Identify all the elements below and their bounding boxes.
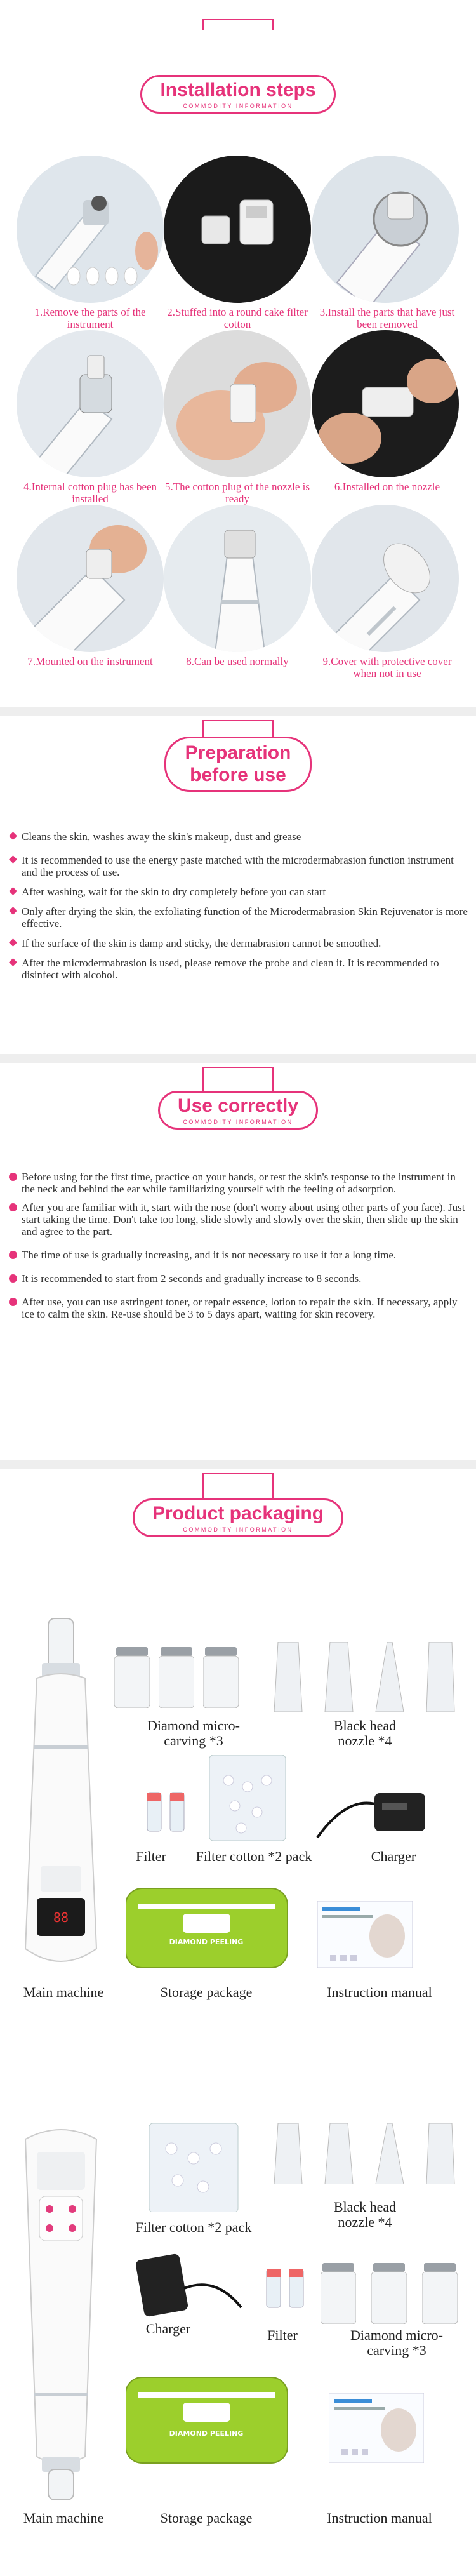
title-connector <box>202 1473 204 1500</box>
step-caption-4: 4.Internal cotton plug has been installed <box>23 481 157 505</box>
list-item-text: It is recommended to use the energy paste matched with the microdermabrasion function instrument and the process of use. <box>22 854 454 878</box>
section-title-line2: before use <box>190 764 286 785</box>
nozzle <box>425 1642 456 1712</box>
diamond-heads-2 <box>321 2263 466 2326</box>
charger-image-2 <box>127 2250 248 2320</box>
label-charger-2: Charger <box>145 2321 191 2337</box>
list-item <box>8 957 468 981</box>
label-storage: Storage package <box>160 1984 253 2000</box>
diamond-head <box>159 1647 194 1708</box>
step-image-2 <box>164 156 311 303</box>
list-item-text: Before using for the first time, practice on your hands, or test the skin's response to the instrument in the neck and behind the ear while familiarizing yourself with the feeling of adsorption. <box>22 1171 456 1195</box>
storage-bag-image-2 <box>126 2365 288 2466</box>
section-title: Installation steps <box>160 79 316 100</box>
nozzle <box>273 1642 303 1712</box>
label-filter-cotton: Filter cotton *2 pack <box>195 1848 312 1864</box>
list-item-text: After the microdermabrasion is used, please remove the probe and clean it. It is recommended to disinfect with alcohol. <box>22 957 439 981</box>
bullet-diamond-icon <box>9 938 17 947</box>
nozzle <box>374 1642 405 1712</box>
title-wrap <box>0 75 476 114</box>
list-item <box>8 1171 468 1195</box>
main-machine-image <box>11 1618 110 1974</box>
manual-image <box>317 1901 413 1968</box>
filter-image-2 <box>260 2263 311 2314</box>
bag-brand-2: DIAMOND PEELING <box>169 2429 244 2438</box>
step-image-1 <box>17 156 164 303</box>
section-divider <box>0 1460 476 1469</box>
list-item <box>8 1249 468 1261</box>
step-caption-8: 8.Can be used normally <box>186 655 289 667</box>
list-item <box>8 1272 468 1285</box>
label-filter: Filter <box>136 1848 166 1864</box>
title-connector <box>202 19 204 30</box>
diamond-head <box>371 2263 407 2324</box>
label-filter-cotton-2: Filter cotton *2 pack <box>135 2219 252 2235</box>
title-connector <box>272 19 274 30</box>
label-diamond: Diamond micro-carving *3 <box>147 1718 241 1749</box>
nozzle <box>324 2123 354 2184</box>
title-wrap <box>0 737 476 792</box>
title-connector <box>272 720 274 738</box>
title-line <box>202 720 274 721</box>
step-image-5 <box>164 330 311 477</box>
nozzle <box>374 2123 405 2184</box>
step-caption-1: 1.Remove the parts of the instrument <box>34 306 146 330</box>
charger-image <box>311 1780 432 1844</box>
label-manual-2: Instruction manual <box>327 2510 432 2526</box>
label-blackhead: Black head nozzle *4 <box>333 1718 397 1749</box>
title-connector <box>202 1067 204 1092</box>
list-item <box>8 854 468 878</box>
list-item <box>8 831 468 843</box>
list-item-text: It is recommended to start from 2 seconds and gradually increase to 8 seconds. <box>22 1272 362 1285</box>
title-connector <box>202 720 204 738</box>
title-wrap <box>0 1498 476 1537</box>
blackhead-nozzles-2 <box>273 2123 463 2193</box>
installation-section <box>0 0 476 708</box>
label-main-machine: Main machine <box>23 1984 104 2000</box>
bullet-diamond-icon <box>9 887 17 895</box>
section-subtitle: COMMODITY INFORMATION <box>183 1118 293 1125</box>
preparation-section <box>0 716 476 1059</box>
step-caption-9: 9.Cover with protective cover when not in use <box>322 655 452 679</box>
diamond-head <box>114 1647 150 1708</box>
storage-bag-image <box>126 1876 288 1971</box>
list-item-text: After use, you can use astringent toner, or repair essence, lotion to repair the skin. If necessary, apply ice to calm the skin. Re-use should be 3 to 5 days apart, waiting for skin recovery. <box>22 1296 458 1320</box>
bullet-dot-icon <box>9 1203 17 1211</box>
svg-text:88: 88 <box>53 1910 69 1925</box>
manual-image-2 <box>329 2393 424 2463</box>
step-caption-6: 6.Installed on the nozzle <box>334 481 440 493</box>
list-item <box>8 1296 468 1320</box>
bullet-dot-icon <box>9 1298 17 1306</box>
diamond-head <box>422 2263 458 2324</box>
title-line <box>202 1473 274 1474</box>
filter-image <box>141 1787 192 1838</box>
bullet-diamond-icon <box>9 907 17 915</box>
step-caption-3: 3.Install the parts that have just been removed <box>319 306 455 330</box>
title-connector <box>272 1067 274 1092</box>
label-blackhead-2: Black head nozzle *4 <box>333 2199 397 2230</box>
section-divider <box>0 1054 476 1063</box>
section-title-badge <box>133 1498 343 1537</box>
step-image-8 <box>164 505 311 652</box>
list-item-text: After you are familiar with it, start with the nose (don't worry about using other parts of you face). Just start taking the time. Don't take too long, slide slowly and slowly over the skin, then slide up the skin and agree to the part. <box>22 1201 465 1238</box>
list-item-text: Cleans the skin, washes away the skin's makeup, dust and grease <box>22 831 301 843</box>
step-caption-2: 2.Stuffed into a round cake filter cotton <box>167 306 308 330</box>
list-item <box>8 1201 468 1238</box>
diamond-head <box>203 1647 239 1708</box>
section-divider <box>0 707 476 716</box>
section-title-badge <box>140 75 335 114</box>
preparation-list <box>8 831 468 989</box>
section-title-line1: Preparation <box>185 742 291 763</box>
label-charger: Charger <box>371 1848 416 1864</box>
use-list <box>8 1171 468 1328</box>
label-main-machine-2: Main machine <box>23 2510 104 2526</box>
step-caption-5: 5.The cotton plug of the nozzle is ready <box>164 481 310 505</box>
diamond-heads <box>114 1647 248 1717</box>
bullet-dot-icon <box>9 1274 17 1283</box>
packaging-section <box>0 1469 476 2576</box>
use-section <box>0 1063 476 1460</box>
nozzle <box>324 1642 354 1712</box>
step-caption-7: 7.Mounted on the instrument <box>27 655 153 667</box>
section-title-badge <box>164 737 312 792</box>
step-image-6 <box>312 330 459 477</box>
filter-cotton-image <box>197 1755 298 1841</box>
section-subtitle: COMMODITY INFORMATION <box>183 102 293 109</box>
list-item-text: If the surface of the skin is damp and sticky, the dermabrasion cannot be smoothed. <box>22 937 381 949</box>
title-wrap <box>0 1091 476 1130</box>
list-item <box>8 886 468 898</box>
step-image-3 <box>312 156 459 303</box>
list-item <box>8 937 468 949</box>
title-line <box>202 1067 274 1068</box>
bullet-dot-icon <box>9 1173 17 1181</box>
label-manual: Instruction manual <box>327 1984 432 2000</box>
label-storage-2: Storage package <box>160 2510 253 2526</box>
blackhead-nozzles <box>273 1642 463 1718</box>
section-title: Use correctly <box>177 1095 299 1116</box>
section-title-badge <box>158 1091 318 1130</box>
list-item-text: After washing, wait for the skin to dry completely before you can start <box>22 886 326 898</box>
diamond-head <box>321 2263 356 2324</box>
nozzle <box>425 2123 456 2184</box>
step-image-4 <box>17 330 164 477</box>
title-connector <box>272 1473 274 1500</box>
section-title: Product packaging <box>152 1503 324 1524</box>
bullet-diamond-icon <box>9 855 17 864</box>
list-item-text: The time of use is gradually increasing, and it is not necessary to use it for a long time. <box>22 1249 397 1261</box>
list-item <box>8 905 468 930</box>
bag-brand: DIAMOND PEELING <box>169 1938 244 1946</box>
bullet-diamond-icon <box>9 958 17 966</box>
main-machine-image-2 <box>11 2126 110 2501</box>
section-subtitle: COMMODITY INFORMATION <box>183 1526 293 1533</box>
title-line <box>202 19 274 20</box>
step-image-9 <box>312 505 459 652</box>
label-filter-2: Filter <box>267 2327 298 2343</box>
step-image-7 <box>17 505 164 652</box>
list-item-text: Only after drying the skin, the exfoliating function of the Microdermabrasion Skin Rejuvenator is more effective. <box>22 905 468 930</box>
bullet-dot-icon <box>9 1251 17 1259</box>
filter-cotton-image-2 <box>140 2123 248 2212</box>
label-diamond-2: Diamond micro-carving *3 <box>350 2327 444 2358</box>
nozzle <box>273 2123 303 2184</box>
bullet-diamond-icon <box>9 832 17 840</box>
